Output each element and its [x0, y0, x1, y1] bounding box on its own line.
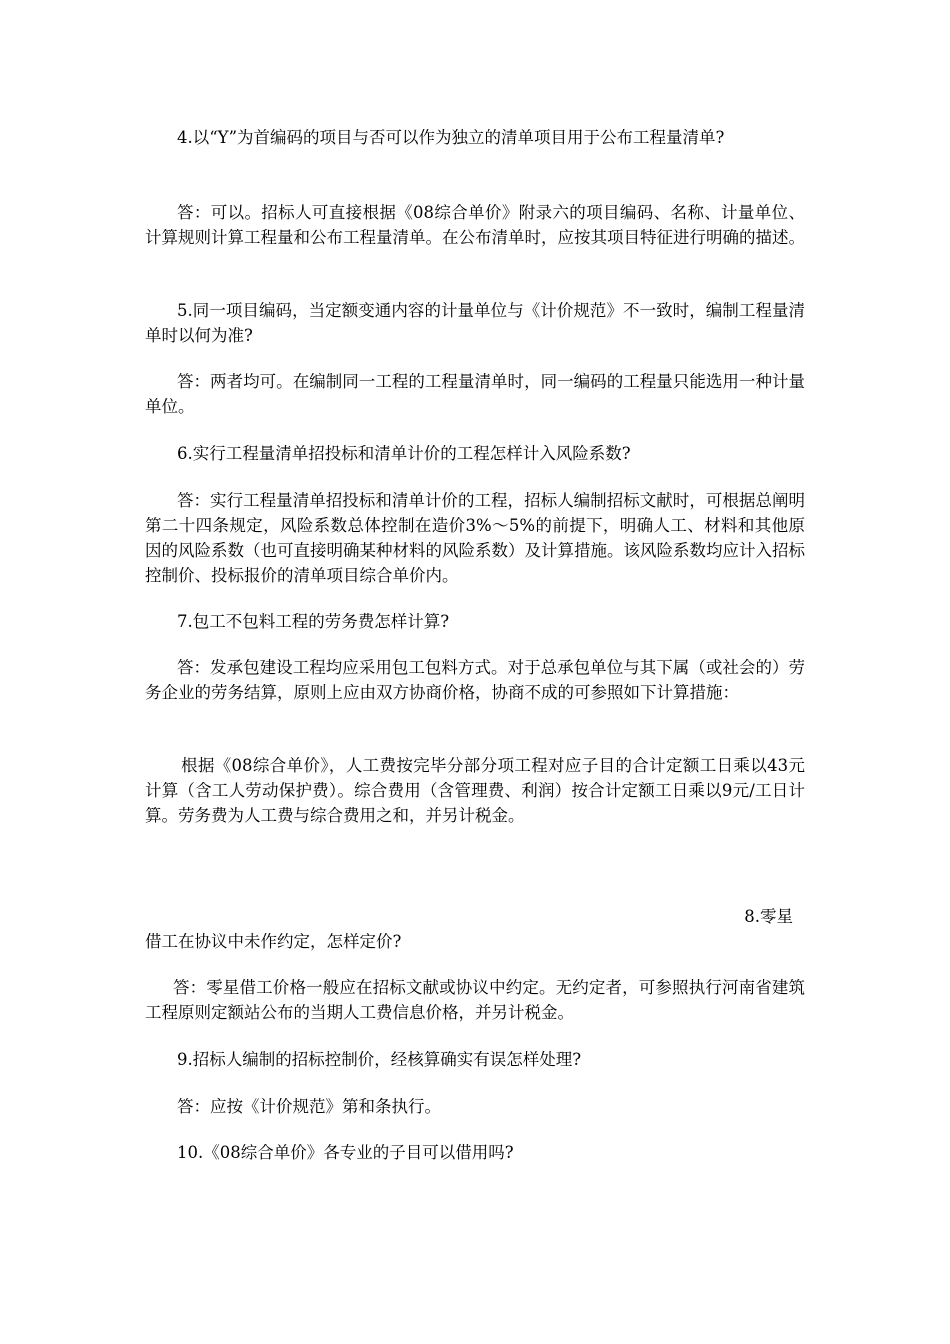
question-8-start: 8.零星: [744, 907, 793, 926]
answer-7-detail: 根据《08综合单价》，人工费按完毕分部分项工程对应子目的合计定额工日乘以43元计算（含工人劳动保护费）。综合费用（含管理费、利润）按合计定额工日乘以9元/工日计算。劳务费为人工费与综合费用之和，并另计税金。: [145, 756, 805, 825]
question-4: 4.以“Y”为首编码的项目与否可以作为独立的清单项目用于公布工程量清单?: [177, 128, 725, 147]
answer-8: 答：零星借工价格一般应在招标文献或协议中约定。无约定者，可参照执行河南省建筑工程原则定额站公布的当期人工费信息价格，并另计税金。: [145, 978, 805, 1022]
question-8-rest: 借工在协议中未作约定，怎样定价?: [145, 932, 402, 951]
answer-5: 答：两者均可。在编制同一工程的工程量清单时，同一编码的工程量只能选用一种计量单位。: [145, 372, 805, 416]
question-10: 10.《08综合单价》各专业的子目可以借用吗?: [177, 1143, 514, 1162]
question-5: 5.同一项目编码，当定额变通内容的计量单位与《计价规范》不一致时，编制工程量清单时以何为准?: [145, 301, 805, 345]
answer-6: 答：实行工程量清单招投标和清单计价的工程，招标人编制招标文献时，可根据总阐明第二十四条规定，风险系数总体控制在造价3%～5%的前提下，明确人工、材料和其他原因的风险系数（也可直接明确某种材料的风险系数）及计算措施。该风险系数均应计入招标控制价、投标报价的清单项目综合单价内。: [145, 491, 805, 585]
question-9: 9.招标人编制的招标控制价，经核算确实有误怎样处理?: [177, 1050, 582, 1069]
answer-9: 答：应按《计价规范》第和条执行。: [177, 1097, 441, 1116]
question-7: 7.包工不包料工程的劳务费怎样计算?: [177, 612, 450, 631]
answer-4: 答：可以。招标人可直接根据《08综合单价》附录六的项目编码、名称、计量单位、计算规则计算工程量和公布工程量清单。在公布清单时，应按其项目特征进行明确的描述。: [145, 203, 805, 247]
answer-7: 答：发承包建设工程均应采用包工包料方式。对于总承包单位与其下属（或社会的）劳务企业的劳务结算，原则上应由双方协商价格，协商不成的可参照如下计算措施：: [145, 658, 805, 702]
question-6: 6.实行工程量清单招投标和清单计价的工程怎样计入风险系数?: [177, 444, 631, 463]
